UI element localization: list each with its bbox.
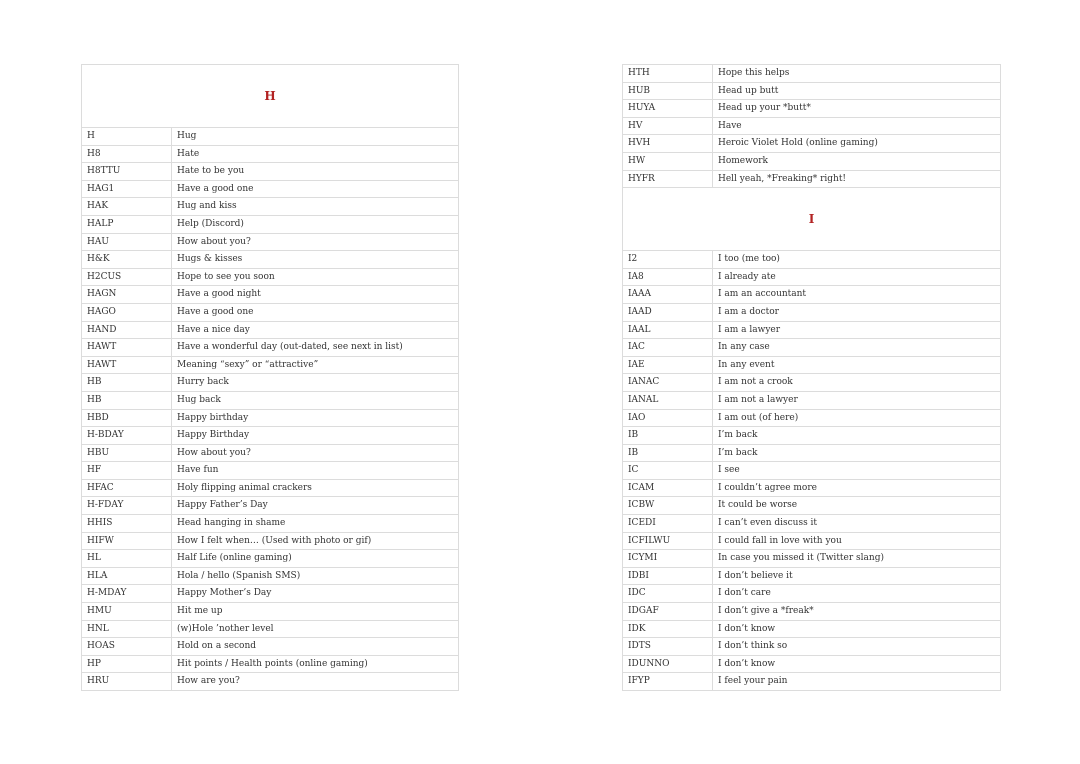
abbreviation-cell: H-FDAY <box>82 497 172 514</box>
meaning-cell: Have a wonderful day (out-dated, see next in list) <box>177 342 403 353</box>
meaning-cell: Have <box>718 120 742 131</box>
meaning-cell: I see <box>718 465 740 476</box>
meaning-cell: I’m back <box>718 430 758 441</box>
table-row <box>82 286 458 304</box>
table-row <box>82 234 458 252</box>
abbreviation-cell: ICYMI <box>623 550 713 567</box>
abbreviation-cell: HBU <box>82 445 172 462</box>
table-row <box>623 304 1000 322</box>
table-row <box>623 515 1000 533</box>
table-row <box>623 322 1000 340</box>
table-row <box>623 374 1000 392</box>
meaning-cell: Hug <box>177 131 197 141</box>
meaning-cell: Have a good night <box>177 289 261 300</box>
meaning-cell: Have fun <box>177 465 219 476</box>
abbreviation-cell: IAO <box>623 410 713 427</box>
meaning-cell: Hit me up <box>177 606 223 617</box>
abbreviation-cell: HB <box>82 392 172 409</box>
table-row <box>82 163 458 181</box>
table-row <box>623 445 1000 463</box>
meaning-cell: Heroic Violet Hold (online gaming) <box>718 138 878 149</box>
table-row <box>623 153 1000 171</box>
left-column-table <box>81 64 459 691</box>
meaning-cell: It could be worse <box>718 500 798 511</box>
meaning-cell: I don’t know <box>718 623 776 634</box>
table-row <box>82 427 458 445</box>
meaning-cell: How about you? <box>177 236 251 247</box>
meaning-cell: Half Life (online gaming) <box>177 553 292 564</box>
abbreviation-cell: H2CUS <box>82 269 172 286</box>
abbreviation-cell: H8TTU <box>82 163 172 180</box>
meaning-cell: I am a doctor <box>718 306 779 317</box>
abbreviation-cell: HF <box>82 462 172 479</box>
abbreviation-cell: HNL <box>82 621 172 638</box>
meaning-cell: Have a good one <box>177 306 254 317</box>
meaning-cell: I am not a lawyer <box>718 394 798 405</box>
meaning-cell: Head up your *butt* <box>718 103 811 114</box>
abbreviation-cell: IDUNNO <box>623 656 713 673</box>
meaning-cell: Hold on a second <box>177 641 257 652</box>
table-row <box>82 585 458 603</box>
abbreviation-cell: H-BDAY <box>82 427 172 444</box>
meaning-cell: I too (me too) <box>718 254 780 265</box>
meaning-cell: Meaning “sexy” or “attractive” <box>177 359 319 370</box>
abbreviation-cell: HP <box>82 656 172 673</box>
abbreviation-cell: IANAL <box>623 392 713 409</box>
meaning-cell: I couldn’t agree more <box>718 482 817 493</box>
abbreviation-cell: ICFILWU <box>623 533 713 550</box>
abbreviation-cell: HL <box>82 550 172 567</box>
table-row <box>623 638 1000 656</box>
table-row <box>82 497 458 515</box>
table-row <box>82 322 458 340</box>
meaning-cell: I could fall in love with you <box>718 535 842 546</box>
meaning-cell: Happy birthday <box>177 412 249 423</box>
table-row <box>82 216 458 234</box>
abbreviation-cell: IDC <box>623 585 713 602</box>
meaning-cell: Happy Birthday <box>177 430 250 441</box>
meaning-cell: Have a good one <box>177 183 254 194</box>
table-row <box>623 339 1000 357</box>
table-row <box>623 286 1000 304</box>
table-row <box>623 251 1000 269</box>
table-row <box>623 533 1000 551</box>
table-row <box>82 374 458 392</box>
meaning-cell: Hate to be you <box>177 166 245 177</box>
meaning-cell: I am out (of here) <box>718 412 799 423</box>
abbreviation-cell: ICEDI <box>623 515 713 532</box>
table-row <box>82 269 458 287</box>
left-rows <box>82 128 458 691</box>
meaning-cell: I am not a crook <box>718 377 793 388</box>
table-row <box>623 568 1000 586</box>
abbreviation-cell: IDGAF <box>623 603 713 620</box>
meaning-cell: In any event <box>718 359 775 370</box>
meaning-cell: I can’t even discuss it <box>718 518 818 529</box>
table-row <box>623 585 1000 603</box>
meaning-cell: I don’t know <box>718 658 776 669</box>
table-row <box>623 83 1000 101</box>
meaning-cell: I don’t think so <box>718 641 788 652</box>
meaning-cell: I already ate <box>718 271 776 282</box>
table-row <box>82 480 458 498</box>
table-row <box>82 462 458 480</box>
table-row <box>623 656 1000 674</box>
table-row <box>82 251 458 269</box>
abbreviation-cell: HB <box>82 374 172 391</box>
table-row <box>623 357 1000 375</box>
table-row <box>82 357 458 375</box>
meaning-cell: Hola / hello (Spanish SMS) <box>177 570 301 581</box>
meaning-cell: In any case <box>718 342 770 353</box>
abbreviation-cell: HAU <box>82 234 172 251</box>
abbreviation-cell: HAGO <box>82 304 172 321</box>
right-rows-after <box>623 251 1000 691</box>
meaning-cell: How I felt when… (Used with photo or gif) <box>177 535 372 546</box>
abbreviation-cell: HAGN <box>82 286 172 303</box>
table-row <box>82 304 458 322</box>
meaning-cell: I don’t give a *freak* <box>718 606 814 617</box>
table-row <box>623 621 1000 639</box>
abbreviation-cell: HHIS <box>82 515 172 532</box>
table-row <box>82 128 458 146</box>
meaning-cell: I am an accountant <box>718 289 807 300</box>
meaning-cell: Head hanging in shame <box>177 518 286 529</box>
meaning-cell: Hug and kiss <box>177 201 237 212</box>
meaning-cell: Hell yeah, *Freaking* right! <box>718 173 847 184</box>
abbreviation-cell: HUYA <box>623 100 713 117</box>
abbreviation-cell: HV <box>623 118 713 135</box>
table-row <box>623 603 1000 621</box>
abbreviation-cell: IAAD <box>623 304 713 321</box>
abbreviation-cell: HAND <box>82 322 172 339</box>
table-row <box>623 118 1000 136</box>
abbreviation-cell: HRU <box>82 673 172 690</box>
abbreviation-cell: IDBI <box>623 568 713 585</box>
table-row <box>623 462 1000 480</box>
meaning-cell: I’m back <box>718 447 758 458</box>
abbreviation-cell: IB <box>623 445 713 462</box>
abbreviation-cell: HBD <box>82 410 172 427</box>
table-row <box>82 410 458 428</box>
letter-heading-h: H <box>82 65 458 128</box>
table-row <box>623 427 1000 445</box>
abbreviation-cell: I2 <box>623 251 713 268</box>
meaning-cell: Happy Father’s Day <box>177 500 268 511</box>
table-row <box>623 497 1000 515</box>
abbreviation-cell: IAC <box>623 339 713 356</box>
table-row <box>623 65 1000 83</box>
meaning-cell: I don’t care <box>718 588 771 599</box>
abbreviation-cell: HALP <box>82 216 172 233</box>
table-row <box>623 100 1000 118</box>
meaning-cell: Holy flipping animal crackers <box>177 482 312 493</box>
meaning-cell: Hope this helps <box>718 68 790 78</box>
letter-heading-i: I <box>623 188 1000 251</box>
table-row <box>82 445 458 463</box>
table-row <box>82 515 458 533</box>
meaning-cell: How about you? <box>177 447 251 458</box>
table-row <box>82 603 458 621</box>
meaning-cell: Hurry back <box>177 377 229 388</box>
table-row <box>82 568 458 586</box>
meaning-cell: I don’t believe it <box>718 570 793 581</box>
meaning-cell: Head up butt <box>718 85 779 96</box>
table-row <box>82 673 458 691</box>
abbreviation-cell: H-MDAY <box>82 585 172 602</box>
meaning-cell: Hate <box>177 148 200 159</box>
abbreviation-cell: IAAL <box>623 322 713 339</box>
abbreviation-cell: HLA <box>82 568 172 585</box>
table-row <box>82 533 458 551</box>
table-row <box>623 673 1000 691</box>
abbreviation-cell: HVH <box>623 135 713 152</box>
abbreviation-cell: H8 <box>82 146 172 163</box>
abbreviation-cell: IB <box>623 427 713 444</box>
abbreviation-cell: ICBW <box>623 497 713 514</box>
table-row <box>623 171 1000 189</box>
meaning-cell: (w)Hole ’nother level <box>177 623 274 634</box>
table-row <box>623 392 1000 410</box>
abbreviation-cell: HAK <box>82 198 172 215</box>
meaning-cell: In case you missed it (Twitter slang) <box>718 553 884 564</box>
abbreviation-cell: HOAS <box>82 638 172 655</box>
abbreviation-cell: HAWT <box>82 339 172 356</box>
abbreviation-cell: HW <box>623 153 713 170</box>
abbreviation-cell: IDK <box>623 621 713 638</box>
right-rows-before <box>623 65 1000 188</box>
abbreviation-cell: HUB <box>623 83 713 100</box>
abbreviation-cell: IA8 <box>623 269 713 286</box>
meaning-cell: Have a nice day <box>177 324 250 335</box>
table-row <box>82 392 458 410</box>
table-row <box>82 550 458 568</box>
table-row <box>82 621 458 639</box>
abbreviation-cell: HMU <box>82 603 172 620</box>
meaning-cell: I feel your pain <box>718 676 788 687</box>
table-row <box>82 638 458 656</box>
abbreviation-cell: HAG1 <box>82 181 172 198</box>
abbreviation-cell: IDTS <box>623 638 713 655</box>
meaning-cell: Help (Discord) <box>177 218 244 229</box>
table-row <box>82 198 458 216</box>
meaning-cell: Hope to see you soon <box>177 271 275 282</box>
table-row <box>623 135 1000 153</box>
meaning-cell: Homework <box>718 155 769 166</box>
abbreviation-cell: IFYP <box>623 673 713 690</box>
meaning-cell: How are you? <box>177 676 240 687</box>
table-row <box>623 269 1000 287</box>
meaning-cell: Hit points / Health points (online gaming) <box>177 658 368 669</box>
table-row <box>82 181 458 199</box>
table-row <box>623 410 1000 428</box>
meaning-cell: Hugs & kisses <box>177 254 243 265</box>
abbreviation-cell: HIFW <box>82 533 172 550</box>
right-column-table <box>622 64 1001 691</box>
abbreviation-cell: H&K <box>82 251 172 268</box>
table-row <box>82 146 458 164</box>
abbreviation-cell: H <box>82 128 172 145</box>
meaning-cell: I am a lawyer <box>718 324 781 335</box>
table-row <box>82 656 458 674</box>
meaning-cell: Hug back <box>177 394 221 405</box>
meaning-cell: Happy Mother’s Day <box>177 588 272 599</box>
abbreviation-cell: IC <box>623 462 713 479</box>
table-row <box>623 480 1000 498</box>
table-row <box>82 339 458 357</box>
table-row <box>623 550 1000 568</box>
abbreviation-cell: HAWT <box>82 357 172 374</box>
abbreviation-cell: HYFR <box>623 171 713 188</box>
abbreviation-cell: IAE <box>623 357 713 374</box>
abbreviation-cell: HTH <box>623 65 713 82</box>
abbreviation-cell: HFAC <box>82 480 172 497</box>
abbreviation-cell: IAAA <box>623 286 713 303</box>
abbreviation-cell: ICAM <box>623 480 713 497</box>
abbreviation-cell: IANAC <box>623 374 713 391</box>
